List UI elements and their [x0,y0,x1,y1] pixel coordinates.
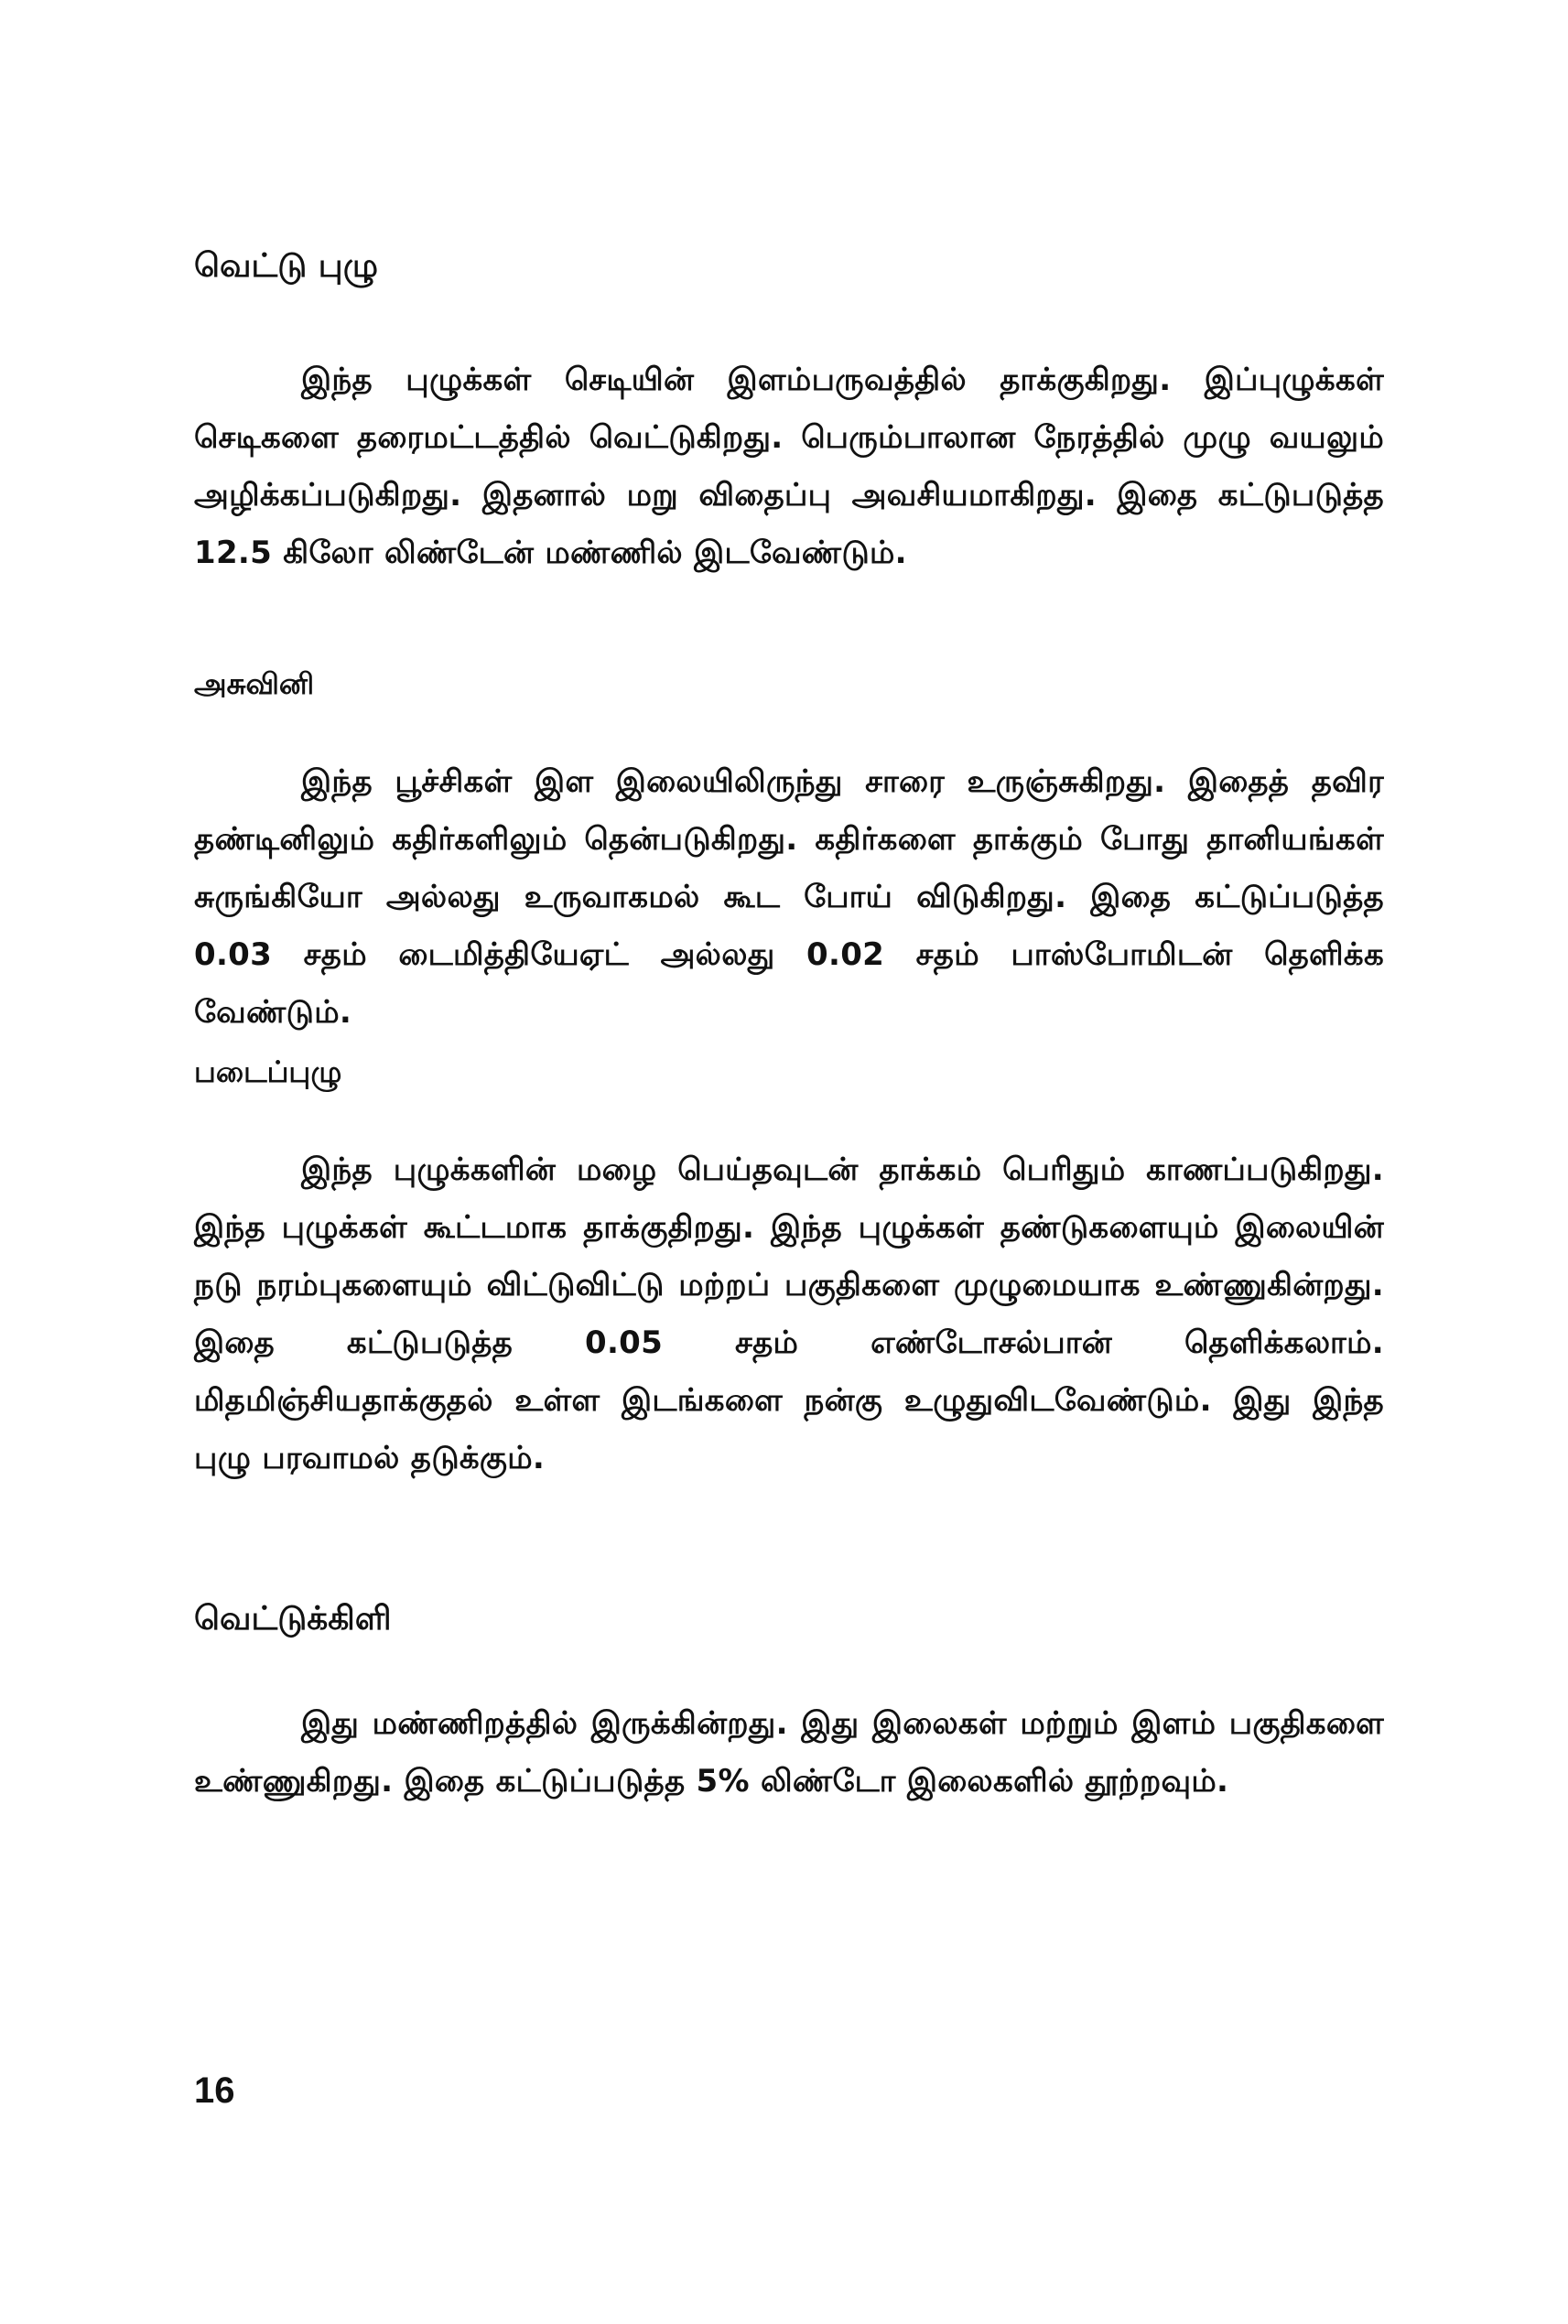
section-body: இது மண்ணிறத்தில் இருக்கின்றது. இது இலைகள் மற்றும் இளம் பகுதிகளை உண்ணுகிறது. இதை கட்டுப்படுத்த 5% லிண்டோ இலைகளில் தூற்றவும். [194,1705,1384,1800]
section-body: இந்த பூச்சிகள் இள இலையிலிருந்து சாரை உருஞ்சுகிறது. இதைத் தவிர தண்டினிலும் கதிர்களிலும் தென்படுகிறது. கதிர்களை தாக்கும் போது தானியங்கள் சுருங்கியோ அல்லது உருவாகமல் கூட போய் விடுகிறது. இதை கட்டுப்படுத்த 0.03 சதம் டைமித்தியேஏட் அல்லது 0.02 சதம் பாஸ்போமிடன் தெளிக்க வேண்டும். [194,763,1384,1031]
section-heading: அசுவினி [194,666,315,701]
section-heading: வெட்டுக்கிளி [194,1600,392,1638]
section-aphid [194,666,1384,1042]
section-grasshopper [194,1600,1384,1811]
section-cutworm [194,247,1384,582]
section-heading: படைப்புழு [194,1054,342,1089]
section-armyworm [194,1054,1384,1487]
section-body: இந்த புழுக்கள் செடியின் இளம்பருவத்தில் தாக்குகிறது. இப்புழுக்கள் செடிகளை தரைமட்டத்தில் வெட்டுகிறது. பெரும்பாலான நேரத்தில் முழு வயலும் அழிக்கப்படுகிறது. இதனால் மறு விதைப்பு அவசியமாகிறது. இதை கட்டுபடுத்த 12.5 கிலோ லிண்டேன் மண்ணில் இடவேண்டும். [194,362,1384,571]
section-body: இந்த புழுக்களின் மழை பெய்தவுடன் தாக்கம் பெரிதும் காணப்படுகிறது. இந்த புழுக்கள் கூட்டமாக தாக்குதிறது. இந்த புழுக்கள் தண்டுகளையும் இலையின் நடு நரம்புகளையும் விட்டுவிட்டு மற்றப் பகுதிகளை முழுமையாக உண்ணுகின்றது. இதை கட்டுபடுத்த 0.05 சதம் எண்டோசல்பான் தெளிக்கலாம். மிதமிஞ்சியதாக்குதல் உள்ள இடங்களை நன்கு உழுதுவிடவேண்டும். இது இந்த புழு பரவாமல் தடுக்கும். [194,1151,1384,1476]
section-heading: வெட்டு புழு [194,247,379,285]
page-number: 16 [194,2070,235,2111]
